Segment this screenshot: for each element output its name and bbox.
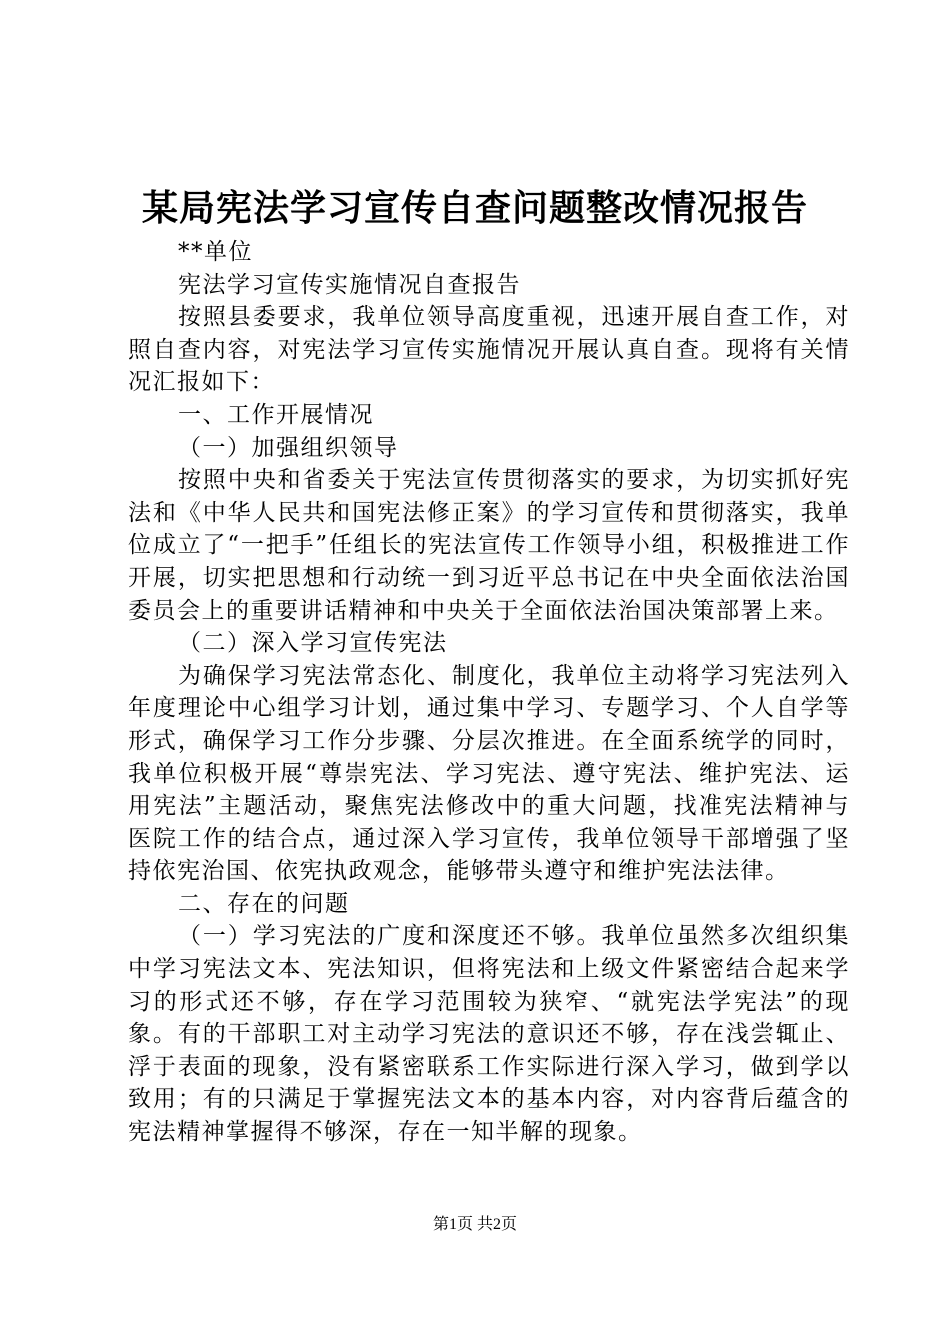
- unit-line: **单位: [178, 239, 253, 265]
- document-body: [128, 236, 850, 1149]
- section-heading-1: 一、工作开展情况: [178, 401, 374, 428]
- paragraph-study: 为确保学习宪法常态化、制度化，我单位主动将学习宪法列入年度理论中心组学习计划，通过集中学习、专题学习、个人自学等形式，确保学习工作分步骤、分层次推进。在全面系统学的同时，我单位积极开展“尊崇宪法、学习宪法、遵守宪法、维护宪法、运用宪法”主题活动，聚焦宪法修改中的重大问题，找准宪法精神与医院工作的结合点，通过深入学习宣传，我单位领导干部增强了坚持依宪治国、依宪执政观念，能够带头遵守和维护宪法法律。: [128, 662, 850, 885]
- paragraph-organization: 按照中央和省委关于宪法宣传贯彻落实的要求，为切实抓好宪法和《中华人民共和国宪法修正案》的学习宣传和贯彻落实，我单位成立了“一把手”任组长的宪法宣传工作领导小组，积极推进工作开展，切实把思想和行动统一到习近平总书记在中央全面依法治国委员会上的重要讲话精神和中央关于全面依法治国决策部署上来。: [128, 467, 850, 624]
- document-title: 某局宪法学习宣传自查问题整改情况报告: [141, 187, 808, 229]
- subsection-heading-1-1: （一）加强组织领导: [178, 434, 399, 461]
- subsection-heading-1-2: （二）深入学习宣传宪法: [178, 630, 448, 657]
- paragraph-problem-1: （一）学习宪法的广度和深度还不够。我单位虽然多次组织集中学习宪法文本、宪法知识，但将宪法和上级文件紧密结合起来学习的形式还不够，存在学习范围较为狭窄、“就宪法学宪法”的现象。有的干部职工对主动学习宪法的意识还不够，存在浅尝辄止、浮于表面的现象，没有紧密联系工作实际进行深入学习，做到学以致用；有的只满足于掌握宪法文本的基本内容，对内容背后蕴含的宪法精神掌握得不够深，存在一知半解的现象。: [128, 923, 850, 1146]
- report-subtitle: 宪法学习宣传实施情况自查报告: [178, 271, 521, 298]
- intro-paragraph: 按照县委要求，我单位领导高度重视，迅速开展自查工作，对照自查内容，对宪法学习宣传实施情况开展认真自查。现将有关情况汇报如下：: [128, 304, 850, 396]
- page-number-footer: 第1页 共2页: [432, 1216, 517, 1233]
- section-heading-2: 二、存在的问题: [178, 890, 350, 917]
